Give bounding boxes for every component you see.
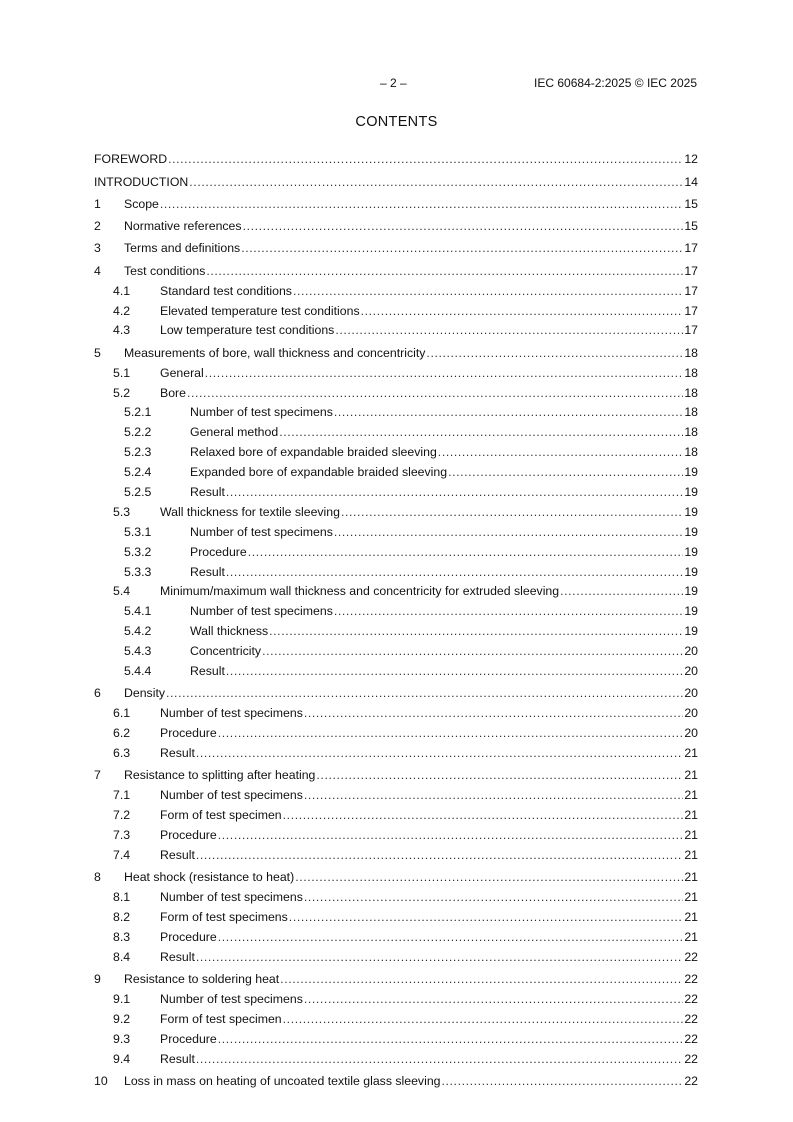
toc-entry[interactable] <box>94 579 698 599</box>
toc-entry[interactable] <box>94 166 698 188</box>
toc-entry[interactable] <box>94 1066 698 1088</box>
toc-entry-page: 19 <box>684 484 698 499</box>
toc-entry-page: 19 <box>684 584 698 599</box>
toc-entry[interactable] <box>94 678 698 700</box>
toc-entry[interactable] <box>94 842 698 862</box>
toc-entry-page: 17 <box>684 263 698 278</box>
toc-entry-title: Procedure <box>160 726 217 741</box>
toc-entry[interactable] <box>94 740 698 760</box>
toc-entry-number: 9 <box>94 971 101 986</box>
dot-leader <box>226 664 683 678</box>
toc-entry-title: Expanded bore of expandable braided sleeving <box>190 465 448 480</box>
toc-entry-number: 5.3.1 <box>124 524 152 539</box>
toc-entry-number: 8.2 <box>113 909 131 924</box>
dot-leader <box>341 505 683 519</box>
toc-entry-title: Result <box>160 1051 195 1066</box>
dot-leader <box>279 425 683 439</box>
dot-leader <box>241 241 683 255</box>
toc-entry-page: 19 <box>684 524 698 539</box>
toc-entry[interactable] <box>94 255 698 277</box>
toc-entry[interactable] <box>94 519 698 539</box>
toc-entry-number: 4.3 <box>113 323 131 338</box>
toc-entry-title: Number of test specimens <box>160 991 303 1006</box>
dot-leader <box>304 890 683 904</box>
dot-leader <box>335 323 683 337</box>
dot-leader <box>316 768 683 782</box>
toc-entry-title: Relaxed bore of expandable braided sleeving <box>190 445 437 460</box>
toc-entry-number: 5 <box>94 345 101 360</box>
toc-entry-page: 19 <box>684 465 698 480</box>
toc-entry-number: 5.3.3 <box>124 564 152 579</box>
dot-leader <box>304 788 683 802</box>
toc-entry[interactable] <box>94 862 698 884</box>
toc-entry-number: 5.2.4 <box>124 465 152 480</box>
toc-entry-number: 9.4 <box>113 1051 131 1066</box>
toc-entry-number: 5.4 <box>113 584 131 599</box>
toc-entry[interactable] <box>94 638 698 658</box>
toc-entry[interactable] <box>94 598 698 618</box>
toc-entry-title: Scope <box>124 196 159 211</box>
dot-leader <box>334 525 683 539</box>
dot-leader <box>218 930 684 944</box>
toc-entry-number: 7.3 <box>113 827 131 842</box>
toc-entry-number: 5.1 <box>113 365 131 380</box>
page-number: – 2 – <box>380 76 407 90</box>
dot-leader <box>218 1032 684 1046</box>
toc-entry-title: Form of test specimen <box>160 1011 282 1026</box>
dot-leader <box>205 366 684 380</box>
toc-entry-title: Result <box>160 949 195 964</box>
toc-entry-page: 19 <box>684 564 698 579</box>
dot-leader <box>166 686 683 700</box>
toc-entry-title: Elevated temperature test conditions <box>160 303 360 318</box>
dot-leader <box>334 405 683 419</box>
toc-entry-number: 1 <box>94 196 101 211</box>
toc-entry-number: 6 <box>94 686 101 701</box>
toc-entry-page: 15 <box>684 219 698 234</box>
toc-entry-title: Number of test specimens <box>190 524 333 539</box>
toc-entry-title: Result <box>190 664 225 678</box>
toc-entry-page: 21 <box>684 847 698 862</box>
toc-entry-number: 5.2 <box>113 385 131 400</box>
toc-entry-title: Concentricity <box>190 644 262 659</box>
toc-entry[interactable] <box>94 760 698 782</box>
toc-entry-page: 17 <box>684 283 698 298</box>
toc-entry-title: Number of test specimens <box>160 890 303 905</box>
toc-entry[interactable] <box>94 924 698 944</box>
toc-entry[interactable] <box>94 559 698 579</box>
toc-entry-page: 19 <box>684 504 698 519</box>
toc-entry[interactable] <box>94 233 698 255</box>
toc-entry-page: 20 <box>684 644 698 659</box>
toc-entry-number: 5.2.2 <box>124 425 152 440</box>
toc-entry-page: 20 <box>684 664 698 678</box>
toc-entry[interactable] <box>94 944 698 964</box>
toc-entry-number: 9.1 <box>113 991 131 1006</box>
toc-entry[interactable] <box>94 720 698 740</box>
toc-entry-title: FOREWORD <box>94 152 168 167</box>
dot-leader <box>196 848 683 862</box>
toc-entry-title: Bore <box>160 385 186 400</box>
toc-entry-page: 18 <box>684 405 698 420</box>
toc-entry[interactable] <box>94 278 698 298</box>
toc-entry-page: 17 <box>684 303 698 318</box>
toc-entry-number: 7.2 <box>113 808 131 823</box>
dot-leader <box>206 264 683 278</box>
toc-entry-page: 20 <box>684 706 698 721</box>
toc-entry[interactable] <box>94 782 698 802</box>
toc-entry-number: 5.4.2 <box>124 624 152 639</box>
toc-entry-page: 15 <box>684 196 698 211</box>
toc-entry-number: 6.3 <box>113 745 131 760</box>
toc-entry[interactable] <box>94 144 698 166</box>
toc-entry-number: 8.1 <box>113 890 131 905</box>
dot-leader <box>196 950 683 964</box>
toc-entry-title: Resistance to splitting after heating <box>124 768 316 783</box>
dot-leader <box>289 910 684 924</box>
toc-entry-page: 22 <box>684 1073 698 1088</box>
toc-entry-title: Minimum/maximum wall thickness and concentricity for extruded sleeving <box>160 584 560 599</box>
dot-leader <box>218 726 684 740</box>
toc-entry[interactable] <box>94 658 698 678</box>
toc-entry-title: Procedure <box>190 544 247 559</box>
toc-entry-page: 18 <box>684 365 698 380</box>
toc-entry-title: Number of test specimens <box>160 788 303 803</box>
dot-leader <box>196 746 683 760</box>
toc-entry-page: 19 <box>684 624 698 639</box>
toc-entry-title: Number of test specimens <box>190 604 333 619</box>
toc-entry[interactable] <box>94 904 698 924</box>
toc-entry-title: Form of test specimen <box>160 808 282 823</box>
toc-entry-title: Low temperature test conditions <box>160 323 335 338</box>
dot-leader <box>448 465 683 479</box>
toc-entry[interactable] <box>94 400 698 420</box>
toc-entry-page: 17 <box>684 323 698 338</box>
dot-leader <box>269 624 683 638</box>
toc-entry[interactable] <box>94 884 698 904</box>
toc-entry[interactable] <box>94 380 698 400</box>
toc-entry[interactable] <box>94 1006 698 1026</box>
toc-entry[interactable] <box>94 211 698 233</box>
dot-leader <box>189 175 683 189</box>
dot-leader <box>361 304 684 318</box>
toc-entry-page: 12 <box>684 152 698 167</box>
toc-entry-page: 17 <box>684 241 698 256</box>
toc-entry-number: 10 <box>94 1073 108 1088</box>
toc-entry-title: Terms and definitions <box>124 241 241 256</box>
toc-entry-page: 21 <box>684 909 698 924</box>
toc-entry-page: 22 <box>684 1011 698 1026</box>
toc-entry-page: 18 <box>684 345 698 360</box>
toc-entry[interactable] <box>94 439 698 459</box>
toc-entry-title: Wall thickness <box>190 624 269 639</box>
toc-entry-title: Wall thickness for textile sleeving <box>160 504 340 519</box>
dot-leader <box>442 1074 684 1088</box>
toc-entry-title: Test conditions <box>124 263 206 278</box>
toc-entry-title: Procedure <box>160 1031 217 1046</box>
dot-leader <box>295 870 683 884</box>
dot-leader <box>283 1012 684 1026</box>
dot-leader <box>560 584 683 598</box>
toc-entry-page: 19 <box>684 544 698 559</box>
toc-entry-number: 5.3 <box>113 504 131 519</box>
toc-entry-page: 21 <box>684 745 698 760</box>
toc-entry-page: 22 <box>684 991 698 1006</box>
toc-entry-page: 22 <box>684 1051 698 1066</box>
toc-entry-page: 20 <box>684 686 698 701</box>
toc-entry-title: Number of test specimens <box>160 706 303 721</box>
toc-entry-title: INTRODUCTION <box>94 174 189 189</box>
toc-entry-number: 4 <box>94 263 101 278</box>
toc-entry-title: Measurements of bore, wall thickness and concentricity <box>124 345 426 360</box>
dot-leader <box>226 485 683 499</box>
toc-entry-title: Form of test specimens <box>160 909 288 924</box>
toc-entry[interactable] <box>94 459 698 479</box>
toc-entry-page: 21 <box>684 768 698 783</box>
toc-entry-number: 8.3 <box>113 929 131 944</box>
toc-entry-page: 21 <box>684 870 698 885</box>
toc-entry-number: 7.1 <box>113 788 131 803</box>
toc-entry-number: 9.2 <box>113 1011 131 1026</box>
dot-leader <box>243 219 684 233</box>
toc-entry-page: 21 <box>684 808 698 823</box>
toc-entry-title: Result <box>190 484 225 499</box>
toc-entry-page: 22 <box>684 1031 698 1046</box>
toc-entry-number: 7 <box>94 768 101 783</box>
toc-entry-number: 4.1 <box>113 283 131 298</box>
dot-leader <box>280 972 683 986</box>
toc-entry[interactable] <box>94 337 698 359</box>
toc-entry-number: 9.3 <box>113 1031 131 1046</box>
toc-entry-page: 18 <box>684 425 698 440</box>
toc-entry-title: Heat shock (resistance to heat) <box>124 870 295 885</box>
dot-leader <box>293 284 683 298</box>
toc-entry[interactable] <box>94 189 698 211</box>
toc-entry-title: Procedure <box>160 929 217 944</box>
toc-entry-title: Number of test specimens <box>190 405 333 420</box>
toc-entry-number: 6.2 <box>113 726 131 741</box>
toc-entry[interactable] <box>94 419 698 439</box>
dot-leader <box>226 565 683 579</box>
toc-entry-page: 21 <box>684 788 698 803</box>
toc-entry-number: 5.2.5 <box>124 484 152 499</box>
toc-entry-title: Standard test conditions <box>160 283 292 298</box>
toc-entry-title: Loss in mass on heating of uncoated textile glass sleeving <box>124 1073 441 1088</box>
dot-leader <box>283 808 684 822</box>
toc-entry-title: Result <box>160 847 195 862</box>
toc-entry[interactable] <box>94 298 698 318</box>
toc-entry-title: Normative references <box>124 219 242 234</box>
dot-leader <box>218 828 684 842</box>
dot-leader <box>304 706 683 720</box>
toc-entry-title: Procedure <box>160 827 217 842</box>
toc-entry-page: 22 <box>684 971 698 986</box>
toc-entry-page: 21 <box>684 890 698 905</box>
toc-entry-number: 4.2 <box>113 303 131 318</box>
toc-entry-number: 8 <box>94 870 101 885</box>
table-of-contents <box>94 144 698 1088</box>
toc-entry-number: 3 <box>94 241 101 256</box>
toc-entry[interactable] <box>94 499 698 519</box>
toc-entry-number: 5.3.2 <box>124 544 152 559</box>
toc-entry-page: 21 <box>684 827 698 842</box>
toc-entry-title: Density <box>124 686 166 701</box>
standard-reference: IEC 60684-2:2025 © IEC 2025 <box>534 76 697 90</box>
dot-leader <box>262 644 683 658</box>
toc-entry-page: 18 <box>684 445 698 460</box>
toc-entry[interactable] <box>94 700 698 720</box>
toc-entry[interactable] <box>94 964 698 986</box>
dot-leader <box>304 992 683 1006</box>
dot-leader <box>438 445 684 459</box>
page-header <box>0 76 793 92</box>
page-title: CONTENTS <box>355 114 438 130</box>
toc-entry[interactable] <box>94 986 698 1006</box>
toc-entry[interactable] <box>94 802 698 822</box>
toc-entry-number: 5.2.1 <box>124 405 152 420</box>
toc-entry-number: 5.2.3 <box>124 445 152 460</box>
toc-entry[interactable] <box>94 618 698 638</box>
toc-entry-page: 14 <box>684 174 698 189</box>
toc-entry-title: Resistance to soldering heat <box>124 971 280 986</box>
toc-entry-number: 6.1 <box>113 706 131 721</box>
toc-entry-title: Result <box>190 564 225 579</box>
toc-entry-number: 8.4 <box>113 949 131 964</box>
dot-leader <box>426 346 683 360</box>
dot-leader <box>168 152 683 166</box>
toc-entry[interactable] <box>94 479 698 499</box>
toc-entry[interactable] <box>94 539 698 559</box>
toc-entry-page: 20 <box>684 726 698 741</box>
toc-entry[interactable] <box>94 822 698 842</box>
toc-entry[interactable] <box>94 360 698 380</box>
dot-leader <box>196 1052 683 1066</box>
toc-entry-page: 18 <box>684 385 698 400</box>
toc-entry[interactable] <box>94 318 698 338</box>
toc-entry-number: 2 <box>94 219 101 234</box>
toc-entry-number: 5.4.1 <box>124 604 152 619</box>
toc-entry-title: General <box>160 365 204 380</box>
toc-entry-title: Result <box>160 745 195 760</box>
toc-entry-number: 5.4.3 <box>124 644 152 659</box>
dot-leader <box>187 386 683 400</box>
toc-entry[interactable] <box>94 1046 698 1066</box>
dot-leader <box>160 197 683 211</box>
toc-entry-number: 5.4.4 <box>124 664 152 678</box>
toc-entry-page: 21 <box>684 929 698 944</box>
toc-entry[interactable] <box>94 1026 698 1046</box>
dot-leader <box>248 545 684 559</box>
toc-entry-title: General method <box>190 425 279 440</box>
toc-entry-number: 7.4 <box>113 847 131 862</box>
toc-entry-page: 19 <box>684 604 698 619</box>
dot-leader <box>334 604 683 618</box>
toc-entry-page: 22 <box>684 949 698 964</box>
